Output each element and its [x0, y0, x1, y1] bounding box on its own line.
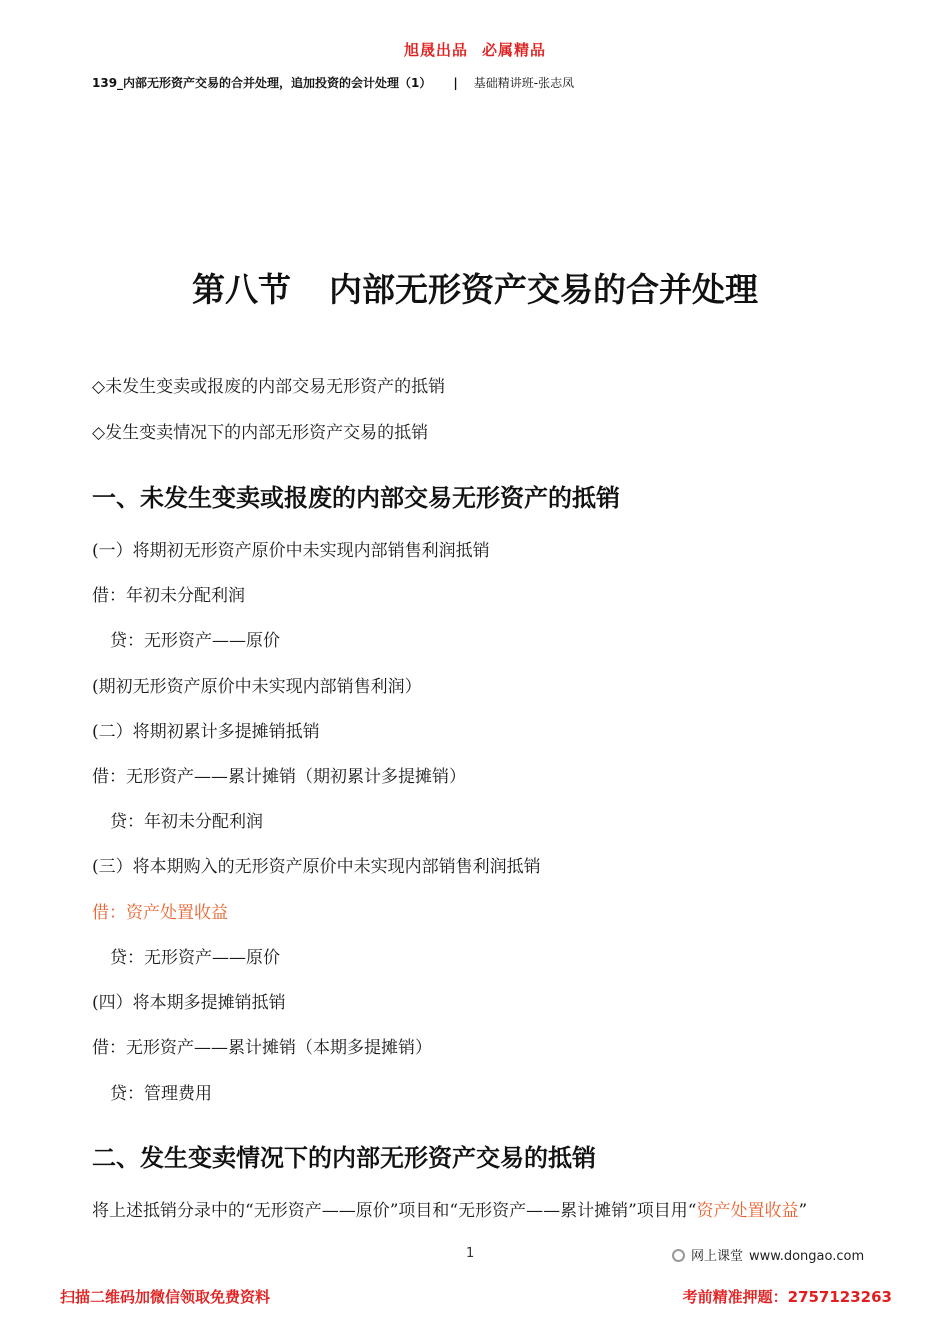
banner-left-text: 旭晟出品 — [403, 41, 468, 59]
part1-heading: 一、未发生变卖或报废的内部交易无形资产的抵销 — [92, 483, 620, 512]
journal-debit: 借：年初未分配利润 — [92, 586, 245, 606]
section-number: 第八节 — [192, 270, 291, 309]
journal-credit: 贷：管理费用 — [110, 1084, 212, 1104]
journal-debit: 借：无形资产——累计摊销（期初累计多提摊销） — [92, 767, 466, 787]
footer-left-promo: 扫描二维码加微信领取免费资料 — [60, 1288, 271, 1306]
part2-highlight: 资产处置收益 — [696, 1201, 799, 1221]
banner-right-text: 必属精品 — [482, 41, 547, 59]
lecture-title: 139_内部无形资产交易的合并处理，追加投资的会计处理（1） — [92, 76, 432, 90]
dongao-logo-icon — [672, 1249, 685, 1262]
journal-debit-highlight: 借：资产处置收益 — [92, 903, 228, 923]
part1-step-3: (三）将本期购入的无形资产原价中未实现内部销售利润抵销 — [92, 857, 541, 877]
brand-footer — [672, 1245, 864, 1264]
section-title — [0, 264, 950, 311]
outline-item: ◇发生变卖情况下的内部无形资产交易的抵销 — [92, 423, 429, 443]
part1-step-1: (一）将期初无形资产原价中未实现内部销售利润抵销 — [92, 541, 490, 561]
journal-credit: 贷：无形资产——原价 — [110, 631, 280, 651]
part1-step-2: (二）将期初累计多提摊销抵销 — [92, 722, 320, 742]
header-separator: | — [453, 76, 458, 90]
page-number: 1 — [466, 1246, 475, 1261]
journal-credit: 贷：无形资产——原价 — [110, 948, 280, 968]
journal-credit: 贷：年初未分配利润 — [110, 812, 263, 832]
journal-debit: 借：无形资产——累计摊销（本期多提摊销） — [92, 1038, 432, 1058]
part1-step-4: (四）将本期多提摊销抵销 — [92, 993, 286, 1013]
page-header — [92, 74, 574, 91]
course-name: 基础精讲班-张志凤 — [473, 76, 575, 90]
section-name: 内部无形资产交易的合并处理 — [329, 270, 758, 309]
part2-text-after: ” — [798, 1201, 808, 1221]
brand-name: 网上课堂 — [691, 1249, 744, 1264]
footer-right-promo: 考前精准押题：2757123263 — [682, 1288, 892, 1306]
part2-heading: 二、发生变卖情况下的内部无形资产交易的抵销 — [92, 1143, 596, 1172]
brand-url: www.dongao.com — [749, 1249, 865, 1264]
outline-item: ◇未发生变卖或报废的内部交易无形资产的抵销 — [92, 377, 446, 397]
journal-note: (期初无形资产原价中未实现内部销售利润） — [92, 677, 422, 697]
part2-text-before: 将上述抵销分录中的“无形资产——原价”项目和“无形资产——累计摊销”项目用“ — [92, 1201, 697, 1221]
top-banner — [0, 39, 950, 60]
part2-paragraph — [92, 1196, 807, 1221]
